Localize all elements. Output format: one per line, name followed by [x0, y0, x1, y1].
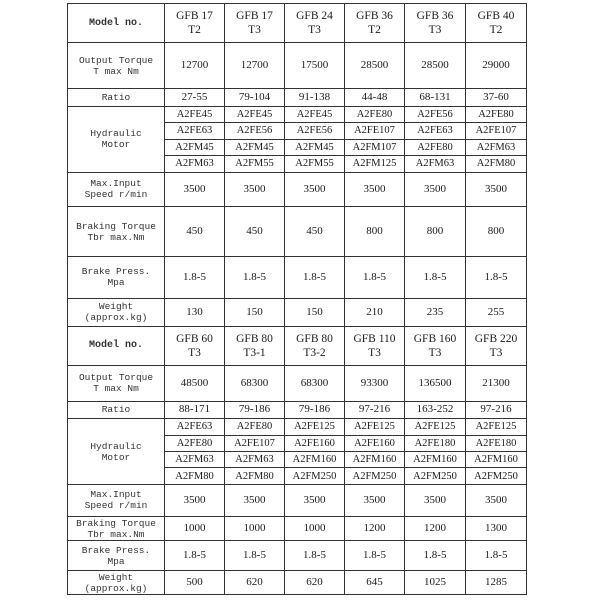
speed-cell: 3500 [165, 172, 225, 207]
row-label-motor [68, 419, 165, 485]
weight-cell: 150 [225, 298, 285, 326]
braking-cell: 1200 [345, 516, 405, 541]
motor-cell: A2FE125 [345, 419, 405, 435]
row-label-motor [68, 106, 165, 172]
model-line: T3 [428, 24, 442, 37]
braking-cell: 1300 [466, 516, 527, 541]
label-line: T max Nm [93, 383, 139, 395]
ratio-cell: 97-216 [466, 401, 527, 418]
brake-press-cell: 1.8-5 [405, 256, 466, 298]
weight-cell: 645 [345, 571, 405, 595]
table-row [68, 43, 527, 89]
row-label-model: Model no. [68, 4, 165, 43]
speed-cell: 3500 [285, 172, 345, 207]
label-line: Speed r/min [84, 189, 148, 201]
label-line: Max.Input [90, 489, 142, 501]
braking-cell: 450 [225, 207, 285, 256]
model-cell [466, 326, 527, 365]
table-row [68, 571, 527, 595]
motor-cell: A2FM63 [405, 156, 466, 172]
braking-cell: 450 [285, 207, 345, 256]
motor-cell: A2FM160 [345, 452, 405, 468]
motor-cell: A2FE80 [345, 106, 405, 122]
braking-cell: 1000 [285, 516, 345, 541]
model-line: GFB 110 [353, 332, 396, 345]
model-line: GFB 160 [413, 332, 457, 345]
motor-cell: A2FE45 [165, 106, 225, 122]
table-row [68, 4, 527, 43]
speed-cell: 3500 [345, 172, 405, 207]
label-line: Motor [101, 139, 131, 151]
speed-cell: 3500 [225, 172, 285, 207]
model-cell [405, 4, 466, 43]
model-line: T3-2 [303, 346, 326, 359]
table-row [68, 541, 527, 571]
row-label-speed [68, 484, 165, 516]
weight-cell: 235 [405, 298, 466, 326]
motor-cell: A2FM250 [345, 468, 405, 484]
model-cell [285, 326, 345, 365]
model-line: GFB 36 [356, 10, 393, 23]
model-line: GFB 24 [296, 10, 333, 23]
weight-cell: 1285 [466, 571, 527, 595]
model-cell [466, 4, 527, 43]
motor-cell: A2FE80 [466, 106, 527, 122]
label-line: Hydraulic [90, 440, 142, 452]
model-line: GFB 80 [236, 332, 273, 345]
brake-press-cell: 1.8-5 [466, 256, 527, 298]
motor-cell: A2FE107 [225, 435, 285, 451]
motor-cell: A2FE80 [405, 139, 466, 155]
ratio-cell: 37-60 [466, 89, 527, 106]
braking-cell: 800 [466, 207, 527, 256]
label-line: Brake Press. [81, 544, 151, 556]
ratio-cell: 88-171 [165, 401, 225, 418]
model-line: T3-1 [243, 346, 266, 359]
motor-cell: A2FE107 [466, 123, 527, 139]
ratio-cell: 27-55 [165, 89, 225, 106]
table-row [68, 298, 527, 326]
weight-cell: 210 [345, 298, 405, 326]
label-line: Max.Input [90, 178, 142, 190]
brake-press-cell: 1.8-5 [466, 541, 527, 571]
model-line: GFB 36 [416, 10, 454, 23]
motor-cell: A2FE63 [405, 123, 466, 139]
motor-cell: A2FE45 [225, 106, 285, 122]
brake-press-cell: 1.8-5 [225, 541, 285, 571]
model-cell [285, 4, 345, 43]
ratio-cell: 79-186 [225, 401, 285, 418]
torque-cell: 17500 [285, 43, 345, 89]
model-line: GFB 60 [176, 332, 213, 345]
motor-cell: A2FE180 [466, 435, 527, 451]
motor-cell: A2FE56 [405, 106, 466, 122]
row-label-weight [68, 298, 165, 326]
label-line: Weight [98, 571, 134, 583]
label-line: Motor [101, 451, 131, 463]
table-row [68, 106, 527, 122]
row-label-weight [68, 571, 165, 595]
row-label-speed [68, 172, 165, 207]
speed-cell: 3500 [466, 172, 527, 207]
brake-press-cell: 1.8-5 [285, 256, 345, 298]
speed-cell: 3500 [466, 484, 527, 516]
braking-cell: 1200 [405, 516, 466, 541]
braking-cell: 1000 [225, 516, 285, 541]
motor-cell: A2FM160 [405, 452, 466, 468]
brake-press-cell: 1.8-5 [405, 541, 466, 571]
motor-cell: A2FM45 [225, 139, 285, 155]
model-line: T2 [489, 24, 503, 37]
motor-cell: A2FM160 [285, 452, 345, 468]
weight-cell: 1025 [405, 571, 466, 595]
spec-table [67, 3, 527, 595]
torque-cell: 48500 [165, 365, 225, 401]
weight-cell: 500 [165, 571, 225, 595]
motor-cell: A2FM250 [405, 468, 466, 484]
torque-cell: 68300 [285, 365, 345, 401]
motor-cell: A2FM80 [225, 468, 285, 484]
table-row [68, 516, 527, 541]
label-line: Output Torque [78, 372, 154, 384]
motor-cell: A2FE180 [405, 435, 466, 451]
label-line: Tbr max.Nm [87, 231, 145, 243]
row-label-ratio: Ratio [68, 89, 165, 106]
model-line: GFB 220 [474, 332, 518, 345]
motor-cell: A2FE160 [285, 435, 345, 451]
row-label-brake-press [68, 541, 165, 571]
motor-cell: A2FM80 [165, 468, 225, 484]
ratio-cell: 79-186 [285, 401, 345, 418]
weight-cell: 255 [466, 298, 527, 326]
row-label-torque [68, 43, 165, 89]
motor-cell: A2FE56 [225, 123, 285, 139]
model-line: T3 [248, 24, 261, 37]
motor-cell: A2FE125 [405, 419, 466, 435]
braking-cell: 800 [345, 207, 405, 256]
speed-cell: 3500 [405, 172, 466, 207]
brake-press-cell: 1.8-5 [345, 541, 405, 571]
row-label-brake-press [68, 256, 165, 298]
row-label-torque [68, 365, 165, 401]
model-line: T3 [368, 346, 381, 359]
label-line: Brake Press. [81, 266, 151, 278]
row-label-braking [68, 516, 165, 541]
table-row [68, 484, 527, 516]
model-line: GFB 40 [477, 10, 515, 23]
model-cell [345, 4, 405, 43]
label-line: Tbr max.Nm [87, 528, 145, 540]
motor-cell: A2FE125 [466, 419, 527, 435]
motor-cell: A2FE45 [285, 106, 345, 122]
model-line: T3 [428, 346, 442, 359]
motor-cell: A2FM250 [466, 468, 527, 484]
speed-cell: 3500 [405, 484, 466, 516]
model-line: T2 [188, 24, 201, 37]
torque-cell: 136500 [405, 365, 466, 401]
table-row [68, 172, 527, 207]
model-line: T3 [308, 24, 321, 37]
row-label-model: Model no. [68, 326, 165, 365]
table-row [68, 401, 527, 418]
table-row [68, 365, 527, 401]
row-label-braking [68, 207, 165, 256]
brake-press-cell: 1.8-5 [345, 256, 405, 298]
model-line: GFB 80 [296, 332, 333, 345]
motor-cell: A2FM125 [345, 156, 405, 172]
speed-cell: 3500 [285, 484, 345, 516]
model-line: GFB 17 [236, 10, 273, 23]
motor-cell: A2FE63 [165, 419, 225, 435]
row-label-ratio: Ratio [68, 401, 165, 418]
motor-cell: A2FE63 [165, 123, 225, 139]
ratio-cell: 79-104 [225, 89, 285, 106]
label-line: Mpa [107, 555, 125, 567]
motor-cell: A2FE80 [165, 435, 225, 451]
weight-cell: 130 [165, 298, 225, 326]
table-row [68, 89, 527, 106]
label-line: Braking Torque [76, 220, 156, 232]
brake-press-cell: 1.8-5 [165, 541, 225, 571]
motor-cell: A2FM160 [466, 452, 527, 468]
model-line: T3 [489, 346, 503, 359]
torque-cell: 28500 [405, 43, 466, 89]
torque-cell: 28500 [345, 43, 405, 89]
motor-cell: A2FM107 [345, 139, 405, 155]
torque-cell: 29000 [466, 43, 527, 89]
motor-cell: A2FM63 [225, 452, 285, 468]
motor-cell: A2FM55 [285, 156, 345, 172]
motor-cell: A2FE80 [225, 419, 285, 435]
motor-cell: A2FE125 [285, 419, 345, 435]
ratio-cell: 44-48 [345, 89, 405, 106]
weight-cell: 620 [285, 571, 345, 595]
brake-press-cell: 1.8-5 [225, 256, 285, 298]
motor-cell: A2FM80 [466, 156, 527, 172]
model-cell [165, 326, 225, 365]
label-line: Output Torque [78, 54, 154, 66]
motor-cell: A2FM250 [285, 468, 345, 484]
table-row [68, 326, 527, 365]
motor-cell: A2FE160 [345, 435, 405, 451]
model-cell [225, 4, 285, 43]
label-line: Weight [98, 301, 134, 313]
motor-cell: A2FM45 [165, 139, 225, 155]
label-line: (approx.kg) [84, 582, 148, 594]
braking-cell: 800 [405, 207, 466, 256]
torque-cell: 93300 [345, 365, 405, 401]
motor-cell: A2FM55 [225, 156, 285, 172]
weight-cell: 150 [285, 298, 345, 326]
model-cell [405, 326, 466, 365]
model-cell [225, 326, 285, 365]
torque-cell: 21300 [466, 365, 527, 401]
ratio-cell: 91-138 [285, 89, 345, 106]
model-line: GFB 17 [176, 10, 213, 23]
motor-cell: A2FE107 [345, 123, 405, 139]
ratio-cell: 97-216 [345, 401, 405, 418]
speed-cell: 3500 [345, 484, 405, 516]
model-line: T2 [368, 24, 381, 37]
torque-cell: 68300 [225, 365, 285, 401]
motor-cell: A2FM63 [165, 156, 225, 172]
torque-cell: 12700 [225, 43, 285, 89]
table-row [68, 419, 527, 435]
brake-press-cell: 1.8-5 [165, 256, 225, 298]
torque-cell: 12700 [165, 43, 225, 89]
model-cell [165, 4, 225, 43]
speed-cell: 3500 [165, 484, 225, 516]
label-line: Braking Torque [76, 517, 156, 529]
label-line: Mpa [107, 277, 125, 289]
model-line: T3 [188, 346, 201, 359]
label-line: Speed r/min [84, 500, 148, 512]
label-line: T max Nm [93, 65, 139, 77]
ratio-cell: 163-252 [405, 401, 466, 418]
ratio-cell: 68-131 [405, 89, 466, 106]
speed-cell: 3500 [225, 484, 285, 516]
motor-cell: A2FE56 [285, 123, 345, 139]
table-row [68, 256, 527, 298]
motor-cell: A2FM63 [165, 452, 225, 468]
brake-press-cell: 1.8-5 [285, 541, 345, 571]
label-line: (approx.kg) [84, 312, 148, 324]
table-row [68, 207, 527, 256]
model-cell [345, 326, 405, 365]
motor-cell: A2FM63 [466, 139, 527, 155]
weight-cell: 620 [225, 571, 285, 595]
label-line: Hydraulic [90, 128, 142, 140]
braking-cell: 1000 [165, 516, 225, 541]
motor-cell: A2FM45 [285, 139, 345, 155]
braking-cell: 450 [165, 207, 225, 256]
